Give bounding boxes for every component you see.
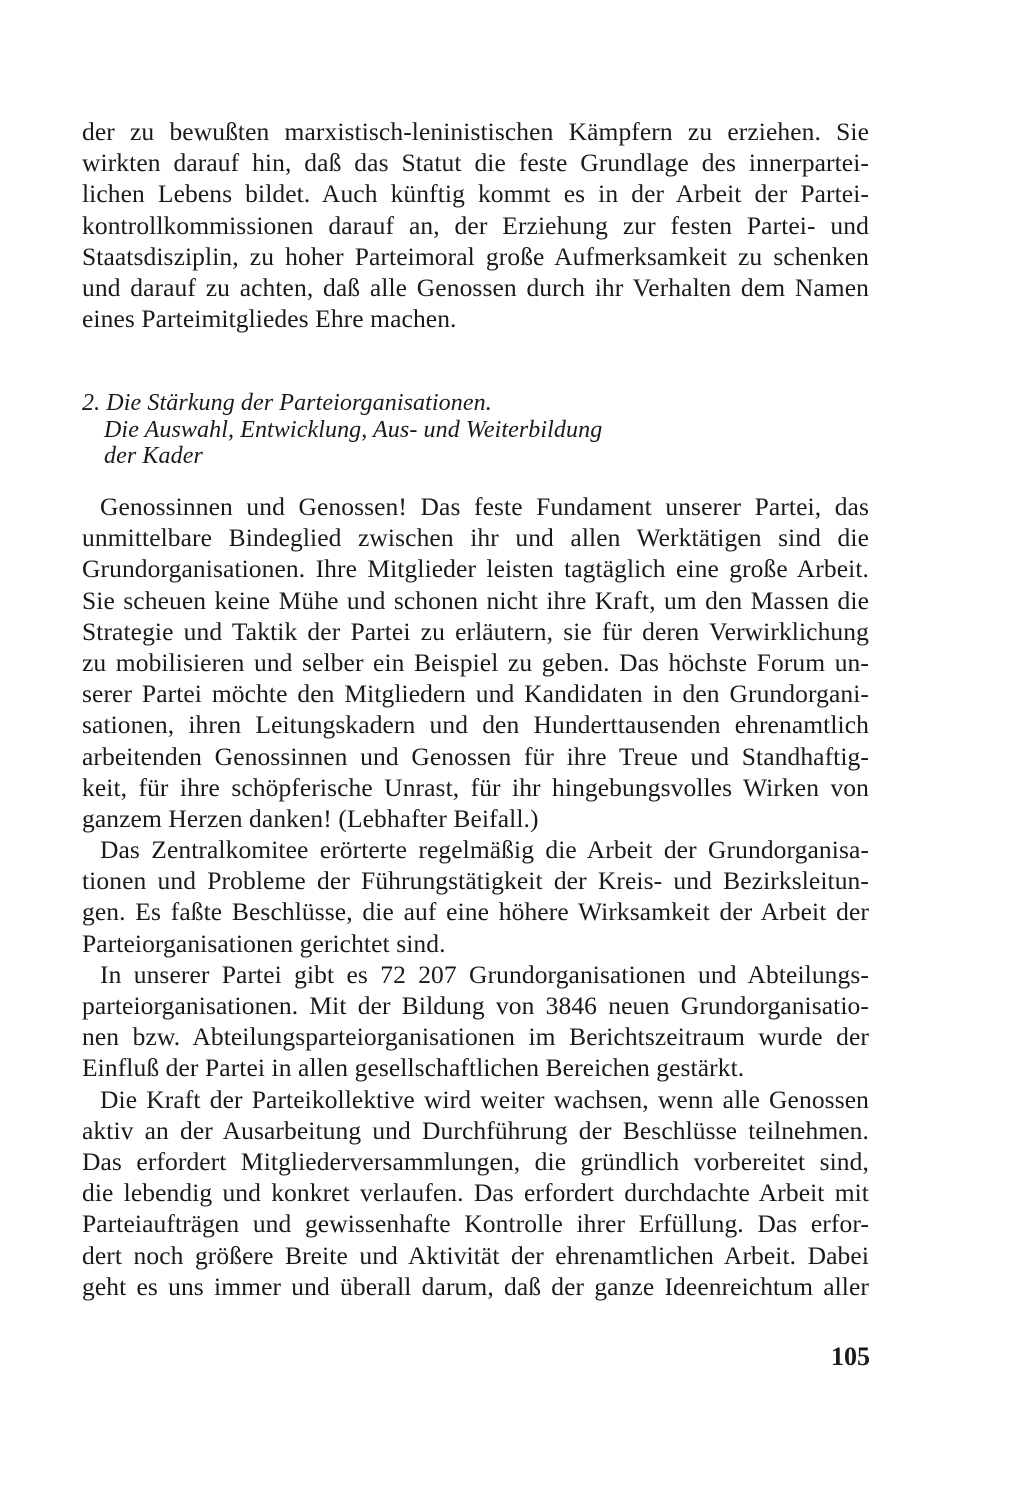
paragraph-continuation — [82, 116, 869, 334]
section-body — [82, 491, 869, 1302]
text-line: lichen Lebens bildet. Auch künftig kommt es in der Arbeit der Partei- — [82, 179, 869, 209]
text-line: Grundorganisationen. Ihre Mitglieder leisten tagtäglich eine große Arbeit. — [82, 554, 869, 584]
text-line: parteiorganisationen. Mit der Bildung von 3846 neuen Grundorganisatio- — [82, 991, 869, 1020]
text-line: Einfluß der Partei in allen gesellschaftlichen Bereichen gestärkt. — [82, 1053, 745, 1083]
text-line: zu mobilisieren und selber ein Beispiel zu geben. Das höchste Forum un- — [82, 647, 869, 677]
text-line: Sie scheuen keine Mühe und schonen nicht ihre Kraft, um den Massen die — [82, 585, 869, 615]
text-line: kontrollkommissionen darauf an, der Erziehung zur festen Partei- und — [82, 210, 869, 240]
text-line: Staatsdisziplin, zu hoher Parteimoral große Aufmerksamkeit zu schenken — [82, 241, 869, 271]
heading-line: der Kader — [104, 443, 203, 469]
text-line: nen bzw. Abteilungsparteiorganisationen im Berichtszeitraum wurde der — [82, 1022, 869, 1052]
section-heading — [82, 390, 869, 470]
text-line: Die Kraft der Parteikollektive wird weiter wachsen, wenn alle Genossen — [100, 1084, 869, 1114]
text-line: und darauf zu achten, daß alle Genossen durch ihr Verhalten dem Namen — [82, 272, 869, 302]
text-line: sationen, ihren Leitungskadern und den Hunderttausenden ehrenamtlich — [82, 710, 869, 740]
text-line: geht es uns immer und überall darum, daß der ganze Ideenreichtum aller — [82, 1271, 869, 1301]
text-line: keit, für ihre schöpferische Unrast, für ihr hingebungsvolles Wirken von — [82, 772, 869, 802]
text-line: die lebendig und konkret verlaufen. Das erfordert durchdachte Arbeit mit — [82, 1178, 869, 1208]
text-line: eines Parteimitgliedes Ehre machen. — [82, 304, 457, 334]
text-line: Strategie und Taktik der Partei zu erläutern, sie für deren Verwirklichung — [82, 616, 869, 646]
text-line: unmittelbare Bindeglied zwischen ihr und allen Werktätigen sind die — [82, 523, 869, 553]
text-line: In unserer Partei gibt es 72 207 Grundorganisationen und Abteilungs- — [100, 959, 869, 989]
heading-line: Die Auswahl, Entwicklung, Aus- und Weiterbildung — [104, 416, 603, 443]
text-line: Das Zentralkomitee erörterte regelmäßig die Arbeit der Grundorganisa- — [100, 835, 869, 865]
text-line: gen. Es faßte Beschlüsse, die auf eine höhere Wirksamkeit der Arbeit der — [82, 897, 869, 927]
text-line: Genossinnen und Genossen! Das feste Fundament unserer Partei, das — [100, 492, 869, 521]
text-line: aktiv an der Ausarbeitung und Durchführung der Beschlüsse teilnehmen. — [82, 1115, 869, 1145]
page-number: 105 — [831, 1342, 870, 1371]
text-line: dert noch größere Breite und Aktivität der ehrenamtlichen Arbeit. Dabei — [82, 1240, 869, 1270]
text-line: serer Partei möchte den Mitgliedern und Kandidaten in den Grundorgani- — [82, 679, 869, 709]
heading-line: 2. Die Stärkung der Parteiorganisationen. — [82, 390, 492, 416]
text-line: ganzem Herzen danken! (Lebhafter Beifall.) — [82, 803, 539, 833]
text-line: Das erfordert Mitgliederversammlungen, die gründlich vorbereitet sind, — [82, 1146, 869, 1176]
text-line: arbeitenden Genossinnen und Genossen für ihre Treue und Standhaftig- — [82, 741, 869, 771]
text-line: der zu bewußten marxistisch-leninistischen Kämpfern zu erziehen. Sie — [82, 117, 869, 146]
text-line: Parteiaufträgen und gewissenhafte Kontrolle ihrer Erfüllung. Das erfor- — [82, 1209, 869, 1239]
text-line: wirkten darauf hin, daß das Statut die feste Grundlage des innerpartei- — [82, 148, 869, 178]
text-line: tionen und Probleme der Führungstätigkeit der Kreis- und Bezirksleitun- — [82, 866, 869, 896]
text-line: Parteiorganisationen gerichtet sind. — [82, 928, 446, 958]
